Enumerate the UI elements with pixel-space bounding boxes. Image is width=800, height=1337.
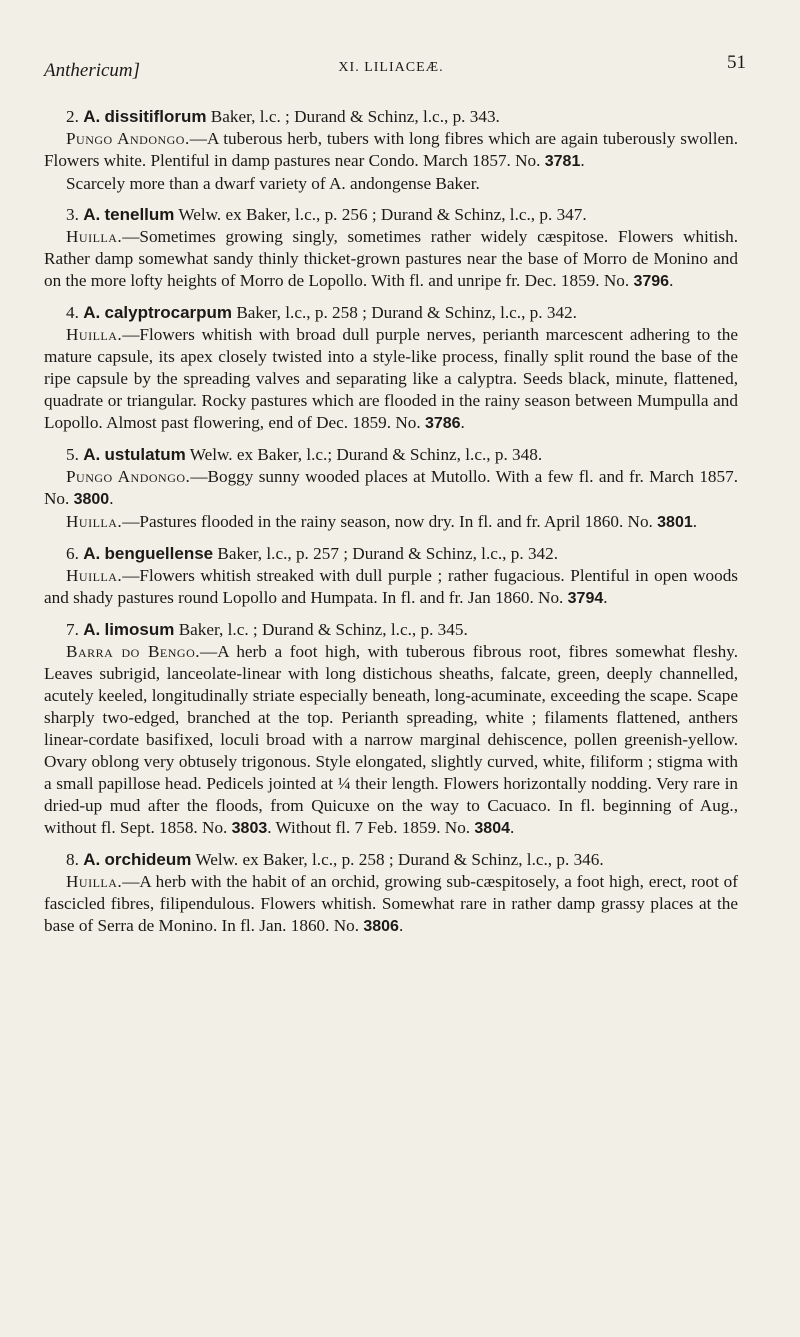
specimen-number: 3801 [657,514,693,531]
locality-text-end: . [509,818,515,837]
specimen-number: 3786 [424,415,461,432]
locality-text-end: . [398,916,404,935]
locality-paragraph [44,226,738,293]
species-genus: A. [83,445,101,464]
region-name: Huilla. [66,325,123,344]
species-epithet: calyptrocarpum [104,303,233,322]
species-reference: Baker, l.c., p. 258 ; Durand & Schinz, l.c., p. 342. [236,303,577,322]
species-entry [44,302,738,435]
species-heading [44,543,738,565]
locality-paragraph [44,466,738,511]
species-epithet: dissitiflorum [104,107,207,126]
specimen-number: 3794 [567,590,604,607]
region-name: Huilla. [66,227,123,246]
species-entry [44,204,738,293]
region-name: Huilla. [66,566,123,585]
species-entry [44,619,738,840]
species-epithet: benguellense [104,544,214,563]
specimen-number: 3804 [474,820,510,837]
species-genus: A. [83,850,101,869]
region-name: Pungo Andongo. [66,129,190,148]
locality-text: —A herb with the habit of an orchid, growing sub-cæspitosely, a foot high, erect, root of fascicled fibres, filipendulous. Flowers whitish. Somewhat rare in rather damp grassy places at the base of Serra de Monino. In fl. Jan. 1860. No. [44,872,738,935]
specimen-number: 3806 [363,918,399,935]
locality-paragraph [44,871,738,938]
page-number: 51 [727,52,746,73]
species-heading [44,106,738,128]
locality-text: —Flowers whitish with broad dull purple nerves, perianth marcescent adhering to the mature capsule, its apex closely twisted into a style-like process, finally split round the base of the ripe capsule by the spreading valves and separating like a calyptra. Seeds black, minute, flattened, quadrate or triangular. Rocky pastures which are flooded in the rainy season between Mumpulla and Lopollo. Almost past flowering, end of Dec. 1859. No. [44,325,738,432]
species-epithet: tenellum [104,205,175,224]
species-note: Scarcely more than a dwarf variety of A. andongense Baker. [66,174,480,193]
species-number: 7. [66,620,79,639]
species-heading [44,204,738,226]
species-heading [44,849,738,871]
species-epithet: orchideum [104,850,192,869]
species-genus: A. [83,303,101,322]
specimen-number: 3781 [544,153,581,170]
species-number: 5. [66,445,79,464]
specimen-number: 3800 [73,491,110,508]
species-entry [44,444,738,534]
locality-text-end: . [460,413,465,432]
locality-text-end: . [603,588,608,607]
species-heading [44,444,738,466]
locality-text: —A herb a foot high, with tuberous fibrous root, fibres somewhat fleshy. Leaves subrigid, lanceolate-linear with long distichous sheaths, falcate, green, deeply channelled, acutely keeled, longitudinally striate especially beneath, long-acuminate, exceeding the scape. Scape sharply two-edged, branched at the top. Perianth spreading, white ; filaments flattened, anthers linear-cordate basifixed, loculi broad with a narrow marginal dehiscence, pollen greenish-yellow. Ovary oblong very obtusely trigonous. Style elongated, slightly curved, white, filiform ; stigma with a small papillose head. Pedicels jointed at ¼ their length. Flowers horizontally nodding. Very rare in dried-up mud after the floods, from Quicuxe on the way to Cacuaco. In fl. beginning of Aug., without fl. Sept. 1858. No. [44,642,738,837]
species-reference: Baker, l.c. ; Durand & Schinz, l.c., p. 343. [210,107,500,126]
region-name: Huilla. [66,872,123,891]
region-name: Barra do Bengo. [66,642,201,661]
species-heading [44,302,738,324]
locality-text: —A tuberous herb, tubers with long fibres which are again tuberously swollen. Flowers white. Plentiful in damp pastures near Condo. March 1857. No. [44,129,738,170]
header-family: XI. LILIACEÆ. [338,60,444,75]
species-entry [44,543,738,610]
locality-text: —Sometimes growing singly, sometimes rather widely cæspitose. Flowers whitish. Rather damp somewhat sandy thinly thicket-grown pastures near the base of Morro de Monino and on the more lofty heights of Morro de Lopollo. With fl. and unripe fr. Dec. 1859. No. [44,227,738,290]
locality-text-end: . [669,271,674,290]
locality-text-end: . [109,489,114,508]
locality-paragraph [44,511,738,534]
species-number: 3. [66,205,79,224]
species-genus: A. [83,544,101,563]
species-genus: A. [83,107,101,126]
locality-paragraph [44,324,738,435]
locality-text: —Flowers whitish streaked with dull purple ; rather fugacious. Plentiful in open woods and shady pastures round Lopollo and Humpata. In fl. and fr. Jan 1860. No. [44,566,738,607]
region-name: Pungo Andongo. [66,467,191,486]
locality-text-end: . [692,512,698,531]
species-heading [44,619,738,641]
locality-text: —Boggy sunny wooded places at Mutollo. With a few fl. and fr. March 1857. No. [44,467,738,508]
species-genus: A. [83,620,101,639]
locality-paragraph [44,565,738,610]
species-entry [44,106,738,195]
region-name: Huilla. [66,512,123,531]
specimen-number: 3803 [231,820,268,837]
species-reference: Baker, l.c. ; Durand & Schinz, l.c., p. 345. [178,620,468,639]
species-genus: A. [83,205,101,224]
species-number: 2. [66,107,79,126]
species-epithet: ustulatum [104,445,186,464]
locality-text: —Pastures flooded in the rainy season, now dry. In fl. and fr. April 1860. No. [122,512,658,531]
page-body [44,106,738,938]
species-entry [44,849,738,938]
running-header [44,52,746,86]
species-reference: Welw. ex Baker, l.c., p. 256 ; Durand & Schinz, l.c., p. 347. [178,205,587,224]
species-epithet: limosum [104,620,175,639]
locality-paragraph [44,641,738,840]
species-reference: Baker, l.c., p. 257 ; Durand & Schinz, l.c., p. 342. [217,544,559,563]
species-number: 4. [66,303,79,322]
header-genus: Anthericum] [44,60,141,81]
species-reference: Welw. ex Baker, l.c.; Durand & Schinz, l.c., p. 348. [189,445,543,464]
locality-text-end: . Without fl. 7 Feb. 1859. No. [267,818,475,837]
species-number: 6. [66,544,79,563]
locality-paragraph [44,128,738,173]
locality-text-end: . [580,151,585,170]
species-reference: Welw. ex Baker, l.c., p. 258 ; Durand & Schinz, l.c., p. 346. [195,850,604,869]
species-number: 8. [66,850,79,869]
specimen-number: 3796 [633,273,670,290]
